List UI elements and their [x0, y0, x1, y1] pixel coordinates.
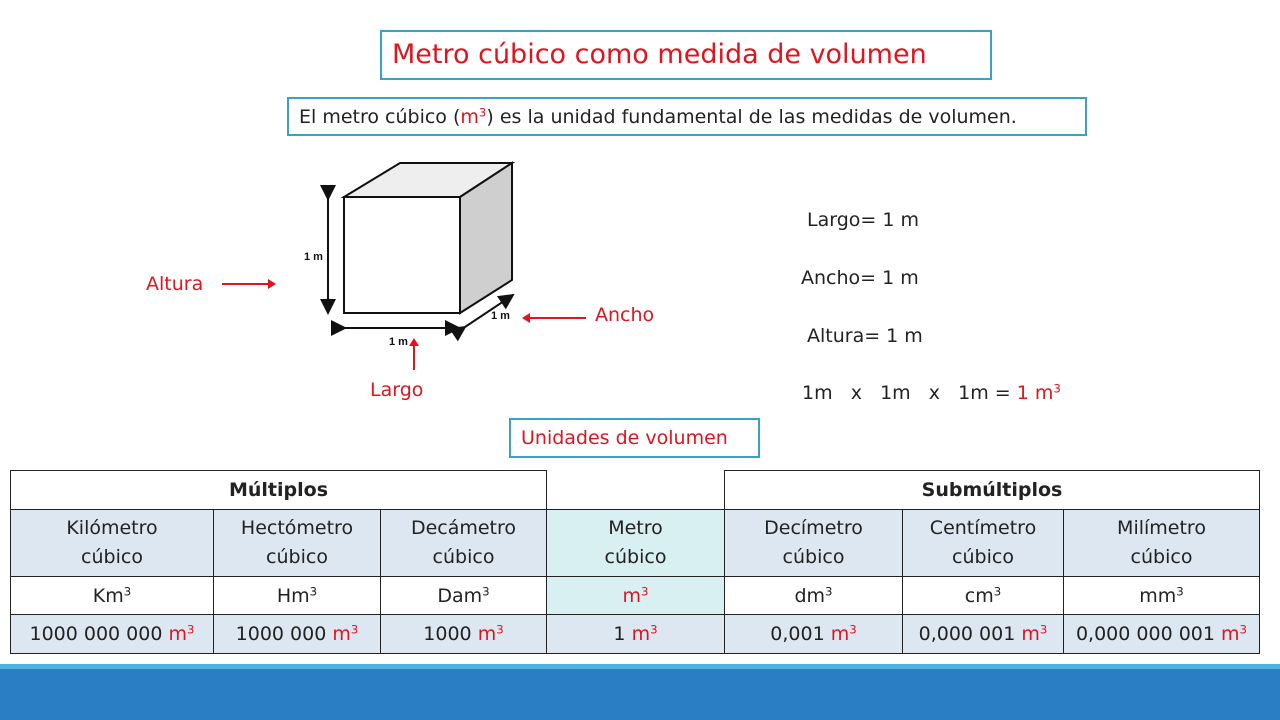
value-km: 1000 000 000 $m^3$	[11, 615, 214, 654]
row-names	[11, 510, 1260, 577]
row-values	[11, 615, 1260, 654]
intro-box	[287, 97, 1087, 136]
name-m: Metro cúbico	[547, 510, 725, 577]
symbol-cm: $cm^3$	[903, 577, 1064, 615]
label-altura: Altura	[146, 273, 204, 295]
intro-before: El metro cúbico (	[299, 106, 461, 128]
symbol-m: $m^3$	[547, 577, 725, 615]
name-dam: Decámetro cúbico	[381, 510, 547, 577]
header-multiplos: Múltiplos	[11, 471, 547, 510]
label-ancho: Ancho	[595, 304, 655, 326]
header-submultiplos: Submúltiplos	[725, 471, 1260, 510]
units-table	[10, 470, 1260, 654]
value-cm: 0,000 001 $m^3$	[903, 615, 1064, 654]
value-mm: 0,000 000 001 $m^3$	[1064, 615, 1260, 654]
cube-front-face	[344, 197, 460, 313]
largo-arrow	[406, 336, 422, 372]
row-symbols	[11, 577, 1260, 615]
title-box	[380, 30, 992, 80]
name-km: Kilómetro cúbico	[11, 510, 214, 577]
value-hm: 1000 000 $m^3$	[214, 615, 381, 654]
footer-bar	[0, 669, 1280, 720]
units-title-box	[509, 418, 760, 458]
eq-product-rhs: 1 $m^3$	[1016, 381, 1061, 404]
header-blank	[547, 471, 725, 510]
eq-product	[802, 382, 1061, 404]
page-title: Metro cúbico como medida de volumen	[392, 39, 927, 70]
name-mm: Milímetro cúbico	[1064, 510, 1260, 577]
value-dm: 0,001 $m^3$	[725, 615, 903, 654]
value-m: 1 $m^3$	[547, 615, 725, 654]
name-dm: Decímetro cúbico	[725, 510, 903, 577]
value-dam: 1000 $m^3$	[381, 615, 547, 654]
altura-arrow	[220, 276, 278, 292]
intro-unit: $m^3$	[460, 105, 487, 128]
eq-altura: Altura= 1 m	[807, 325, 923, 347]
intro-text	[299, 106, 1017, 128]
ancho-arrow	[520, 310, 590, 326]
cube-diagram	[295, 155, 535, 355]
height-dim-label: 1 m	[304, 251, 323, 263]
label-largo: Largo	[370, 379, 424, 401]
depth-dim-label: 1 m	[491, 310, 510, 322]
eq-ancho: Ancho= 1 m	[801, 267, 919, 289]
eq-product-lhs: 1m x 1m x 1m =	[802, 382, 1017, 404]
name-hm: Hectómetro cúbico	[214, 510, 381, 577]
eq-largo: Largo= 1 m	[807, 209, 919, 231]
symbol-dam: Dam$^3$	[381, 577, 547, 615]
intro-after: ) es la unidad fundamental de las medidas de volumen.	[486, 106, 1017, 128]
units-title: Unidades de volumen	[521, 427, 728, 449]
symbol-dm: $dm^3$	[725, 577, 903, 615]
symbol-hm: Hm$^3$	[214, 577, 381, 615]
symbol-km: Km$^3$	[11, 577, 214, 615]
symbol-mm: $mm^3$	[1064, 577, 1260, 615]
name-cm: Centímetro cúbico	[903, 510, 1064, 577]
width-dim-label: 1 m	[389, 336, 408, 348]
